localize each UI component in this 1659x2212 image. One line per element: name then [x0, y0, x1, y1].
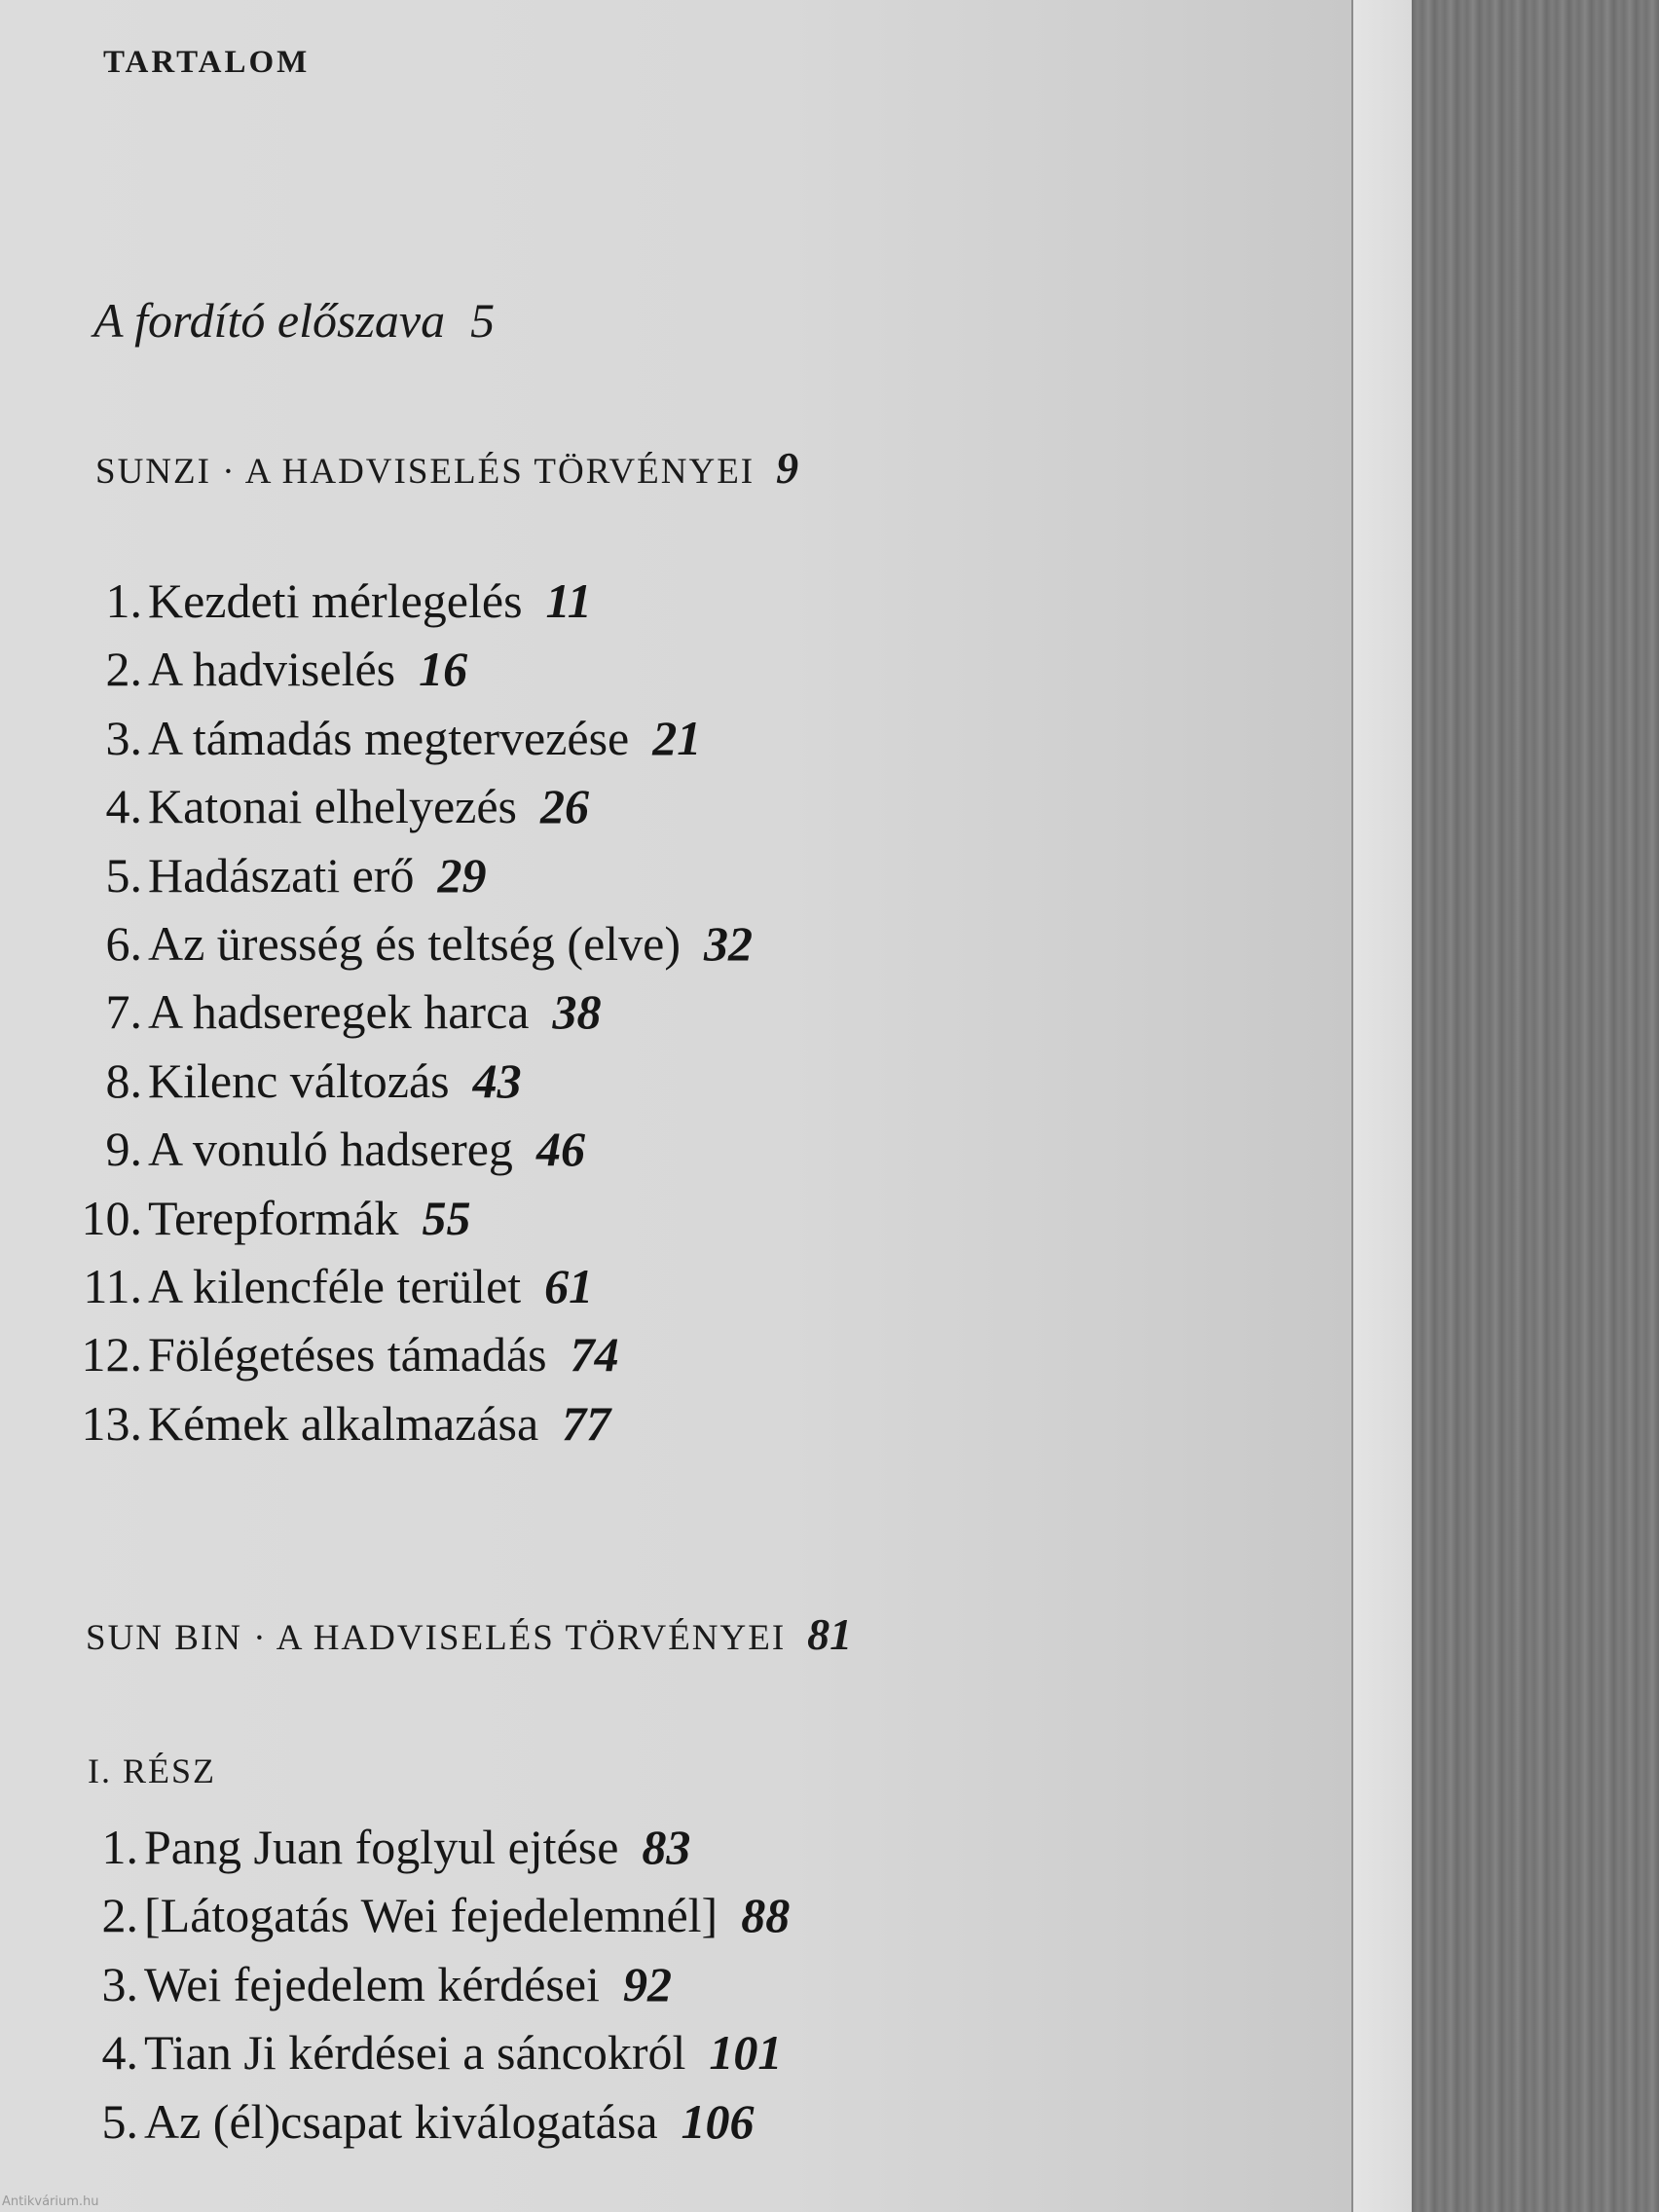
chapter-title: Hadászati erő — [148, 847, 415, 903]
chapter-title: [Látogatás Wei fejedelemnél] — [144, 1888, 719, 1943]
chapter-title: A hadseregek harca — [148, 984, 530, 1040]
chapter-number: 4. — [105, 779, 142, 834]
chapter-page: 16 — [419, 642, 468, 697]
preface-page: 5 — [470, 293, 496, 348]
chapter-number: 3. — [101, 1956, 138, 2011]
list-item — [0, 2087, 790, 2156]
chapter-number: 11. — [83, 1258, 142, 1313]
chapter-number: 2. — [101, 1888, 138, 1943]
chapter-title: Katonai elhelyezés — [148, 779, 517, 834]
chapter-title: Kezdeti mérlegelés — [148, 573, 523, 628]
list-item — [0, 977, 753, 1046]
chapter-page: 106 — [681, 2093, 755, 2149]
list-item — [0, 1813, 790, 1881]
chapter-title: Kilenc változás — [148, 1052, 450, 1108]
chapter-title: A támadás megtervezése — [148, 710, 630, 765]
chapter-title: A hadviselés — [148, 642, 396, 697]
chapter-number: 3. — [105, 710, 142, 765]
chapter-number: 4. — [101, 2025, 138, 2081]
part-heading: I. RÉSZ — [88, 1751, 217, 1790]
background-surface — [1412, 0, 1659, 2212]
chapter-page: 43 — [472, 1052, 522, 1108]
list-item — [0, 1115, 753, 1183]
chapter-number: 10. — [81, 1190, 142, 1245]
chapter-page: 83 — [642, 1820, 691, 1874]
chapter-number: 9. — [105, 1122, 142, 1177]
chapter-page: 29 — [437, 847, 487, 903]
list-item — [0, 1950, 790, 2018]
chapter-title: Wei fejedelem kérdései — [144, 1956, 600, 2011]
sunzi-chapter-list — [0, 567, 753, 1457]
section-page: 81 — [807, 1609, 853, 1659]
chapter-number: 13. — [81, 1395, 142, 1451]
chapter-title: Az üresség és teltség (elve) — [148, 915, 681, 971]
chapter-number: 6. — [105, 915, 142, 971]
list-item — [0, 772, 753, 840]
chapter-number: 5. — [101, 2093, 138, 2149]
list-item — [0, 635, 753, 703]
chapter-page: 21 — [652, 710, 702, 765]
chapter-title: Az (él)csapat kiválogatása — [144, 2093, 658, 2149]
chapter-title: Kémek alkalmazása — [148, 1395, 539, 1451]
chapter-page: 92 — [622, 1956, 672, 2011]
chapter-title: Pang Juan foglyul ejtése — [144, 1820, 619, 1874]
chapter-number: 7. — [105, 984, 142, 1040]
chapter-number: 12. — [81, 1327, 142, 1382]
preface-title: A fordító előszava — [93, 293, 446, 348]
chapter-number: 5. — [105, 847, 142, 903]
chapter-page: 55 — [422, 1190, 471, 1245]
chapter-page: 74 — [570, 1327, 619, 1382]
chapter-page: 26 — [539, 779, 589, 834]
section-title: SUN BIN · A HADVISELÉS TÖRVÉNYEI — [86, 1618, 787, 1658]
list-item — [0, 1184, 753, 1252]
chapter-title: Tian Ji kérdései a sáncokról — [144, 2025, 686, 2081]
list-item — [0, 1389, 753, 1457]
section-sunzi — [95, 442, 798, 494]
sun-bin-chapter-list — [0, 1813, 790, 2156]
chapter-page: 32 — [704, 915, 753, 971]
chapter-number: 8. — [105, 1052, 142, 1108]
chapter-title: A kilencféle terület — [148, 1258, 522, 1313]
section-title: SUNZI · A HADVISELÉS TÖRVÉNYEI — [95, 452, 756, 492]
preface-entry — [93, 292, 495, 349]
toc-heading: TARTALOM — [103, 45, 311, 80]
list-item — [0, 1320, 753, 1388]
chapter-page: 61 — [544, 1258, 594, 1313]
list-item — [0, 1047, 753, 1115]
chapter-number: 1. — [101, 1820, 138, 1874]
chapter-page: 46 — [535, 1122, 585, 1177]
list-item — [0, 909, 753, 977]
chapter-page: 38 — [552, 984, 602, 1040]
chapter-title: Terepformák — [148, 1190, 399, 1245]
list-item — [0, 1252, 753, 1320]
watermark-text: Antikvárium.hu — [2, 2194, 99, 2209]
chapter-page: 101 — [709, 2025, 783, 2081]
chapter-page: 77 — [562, 1395, 611, 1451]
chapter-title: A vonuló hadsereg — [148, 1122, 513, 1177]
chapter-number: 1. — [105, 573, 142, 628]
list-item — [0, 704, 753, 772]
chapter-number: 2. — [105, 642, 142, 697]
chapter-page: 11 — [545, 573, 592, 628]
page-edge — [1353, 0, 1412, 2212]
list-item — [0, 1881, 790, 1949]
chapter-page: 88 — [741, 1888, 791, 1943]
section-page: 9 — [776, 443, 799, 493]
list-item — [0, 2018, 790, 2086]
list-item — [0, 567, 753, 635]
chapter-title: Fölégetéses támadás — [148, 1327, 547, 1382]
list-item — [0, 841, 753, 909]
section-sun-bin — [86, 1608, 852, 1660]
